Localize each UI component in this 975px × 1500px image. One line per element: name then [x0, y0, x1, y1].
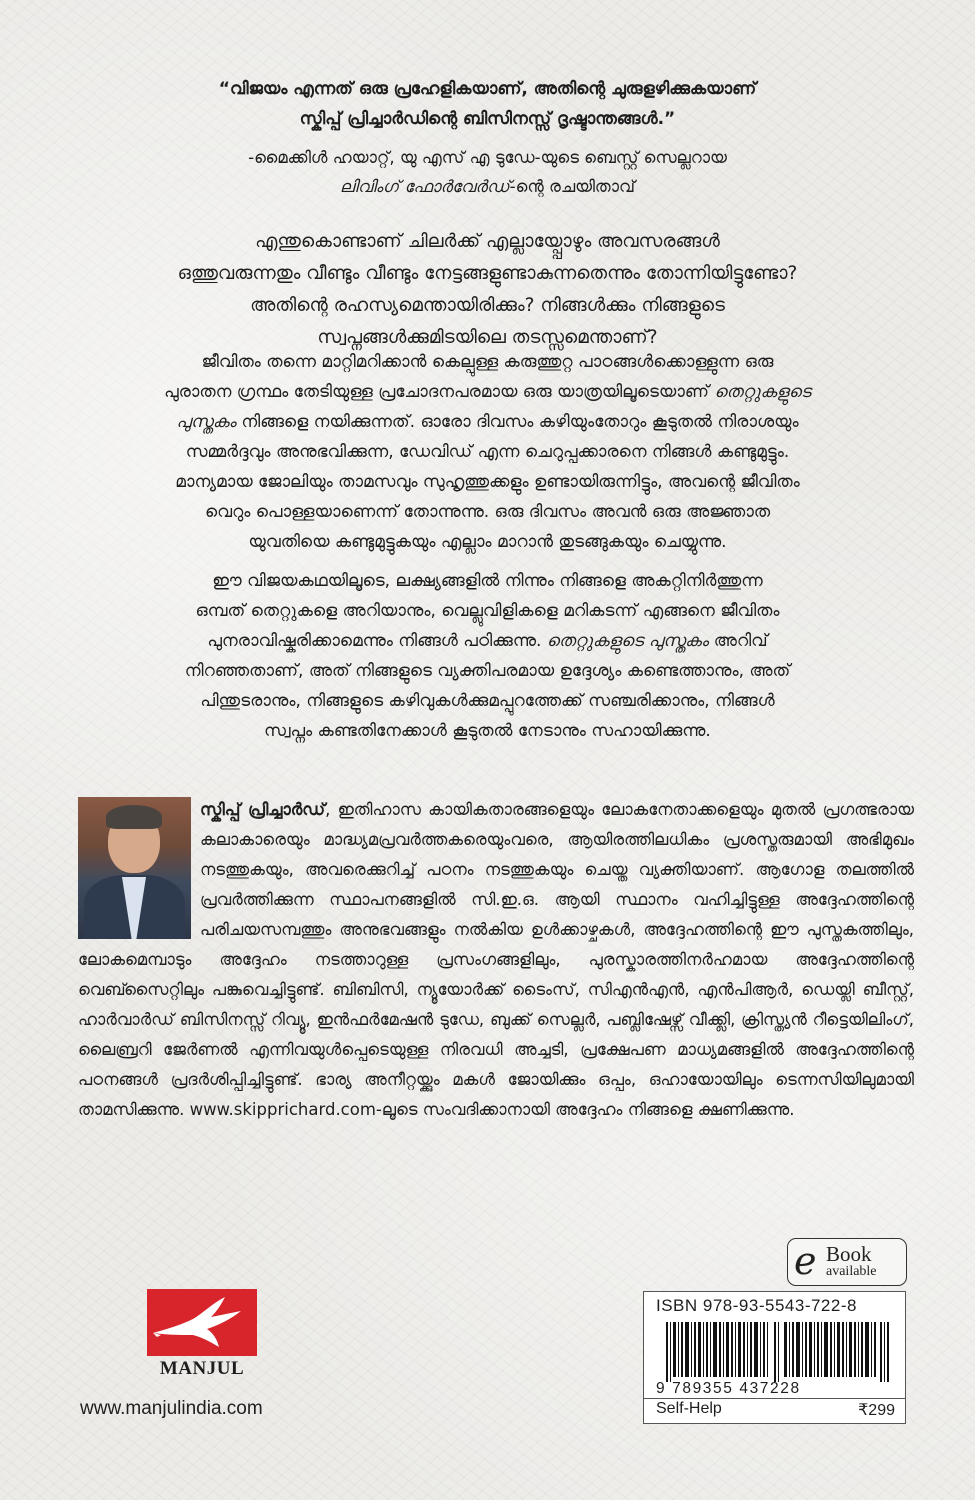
- isbn-box: [643, 1291, 906, 1424]
- barcode-icon: [666, 1322, 890, 1382]
- barcode-digits: 9 789355 437228: [656, 1380, 801, 1397]
- para1-line-5: മാന്യമായ ജോലിയും താമസവും സുഹൃത്തുക്കളും ഉണ്ടായിരുന്നിട്ടും, അവന്റെ ജീവിതം: [175, 472, 800, 492]
- para2-line-1: ഈ വിജയകഥയിലൂടെ, ലക്ഷ്യങ്ങളിൽ നിന്നും നിങ്ങളെ അകറ്റിനിർത്തുന്ന: [212, 571, 763, 591]
- teaser-questions: [60, 226, 915, 354]
- para2-line-3: [60, 626, 915, 656]
- para2-line-2: ഒമ്പത് തെറ്റുകളെ അറിയാനും, വെല്ലുവിളികളെ മറികടന്ന് എങ്ങനെ ജീവിതം: [195, 601, 780, 621]
- quote-line-1: “വിജയം എന്നത് ഒരു പ്രഹേളികയാണ്, അതിന്റെ ചുരുളഴിക്കുകയാണ്: [218, 79, 757, 99]
- quote-attribution: [60, 143, 915, 201]
- publisher-website: www.manjulindia.com: [80, 1398, 263, 1419]
- teaser-line-3: അതിന്റെ രഹസ്യമെന്തായിരിക്കും? നിങ്ങൾക്കും നിങ്ങളുടെ: [250, 295, 725, 316]
- manjul-bird-logo-icon: [147, 1289, 257, 1356]
- ebook-word: Book: [826, 1242, 872, 1266]
- para2-line-4: നിറഞ്ഞതാണ്, അത് നിങ്ങളുടെ വ്യക്തിപരമായ ഉദ്ദേശ്യം കണ്ടെത്താനും, അത്: [184, 661, 791, 681]
- isbn-divider: [644, 1398, 905, 1399]
- author-name: സ്കിപ്പ് പ്രിച്ചാർഡ്: [200, 800, 326, 819]
- para1-line-2-text: പുരാതന ഗ്രന്ഥം തേടിയുള്ള പ്രചോദനപരമായ ഒരു യാത്രയിലൂടെയാണ്: [164, 382, 709, 402]
- ebook-e-icon: e: [794, 1239, 817, 1283]
- para1-line-6: വെറും പൊള്ളയാണെന്ന് തോന്നുന്നു. ഒരു ദിവസം അവൻ ഒരു അജ്ഞാത: [204, 502, 771, 522]
- para1-book-title-a: തെറ്റുകളുടെ: [714, 382, 811, 402]
- attribution-line-2: [60, 172, 915, 201]
- endorsement-quote: [60, 74, 915, 134]
- publisher-logo-text: MANJUL: [159, 1358, 245, 1379]
- para2-line-3-text: പുനരാവിഷ്കരിക്കാമെന്നും നിങ്ങൾ പഠിക്കുന്നു.: [207, 631, 542, 651]
- para1-line-4: സമ്മർദ്ദവും അനുഭവിക്കുന്ന, ഡേവിഡ് എന്ന ചെറുപ്പക്കാരനെ നിങ്ങൾ കണ്ടുമുട്ടും.: [185, 442, 790, 462]
- ebook-badge: [787, 1238, 907, 1286]
- para1-line-1: ജീവിതം തന്നെ മാറ്റിമറിക്കാൻ കെല്പുള്ള കരുത്തുറ്റ പാഠങ്ങൾക്കൊള്ളുന്ന ഒരു: [201, 352, 774, 372]
- attribution-line-1: -മൈക്കിൾ ഹയാറ്റ്, യു എസ് എ ടുഡേ-യുടെ ബെസ്റ്റ് സെല്ലറായ: [248, 148, 727, 167]
- attribution-book-title: ലിവിംഗ് ഫോർവേർഡ്: [340, 177, 510, 196]
- book-price: ₹299: [858, 1402, 895, 1419]
- para2-line-6: സ്വപ്നം കണ്ടതിനേക്കാൾ കൂടുതൽ നേടാനും സഹായിക്കുന്നു.: [264, 721, 711, 741]
- para2-line-5: പിന്തുടരാനും, നിങ്ങളുടെ കഴിവുകൾക്കുമപ്പുറത്തേക്ക് സഞ്ചരിക്കാനും, നിങ്ങൾ: [200, 691, 775, 711]
- para1-line-7: യുവതിയെ കണ്ടുമുട്ടുകയും എല്ലാം മാറാൻ തുടങ്ങുകയും ചെയ്യുന്നു.: [248, 532, 727, 552]
- photo-spacer: [78, 795, 200, 945]
- book-category: Self-Help: [656, 1400, 722, 1417]
- para1-line-3: [60, 407, 915, 437]
- para2-line-3-rest: അറിവ്: [708, 631, 768, 651]
- teaser-line-1: എന്തുകൊണ്ടാണ് ചിലർക്ക് എല്ലായ്പ്പോഴും അവസരങ്ങൾ: [255, 231, 720, 252]
- author-bio-text: , ഇതിഹാസ കായികതാരങ്ങളെയും ലോകനേതാക്കളെയും മുതൽ പ്രഗത്ഭരായ കലാകാരെയും മാദ്ധ്യമപ്രവർത്തകരെയുംവരെ, ആയിരത്തിലധികം പ്രശസ്തരുമായി അഭിമുഖം നടത്തുകയും, അവരെക്കുറിച്ച് പഠനം നടത്തുകയും ചെയ്ത വ്യക്തിയാണ്. ആഗോള തലത്തിൽ പ്രവർത്തിക്കുന്ന സ്ഥാപനങ്ങളിൽ സി.ഇ.ഒ. ആയി സ്ഥാനം വഹിച്ചിട്ടുള്ള അദ്ദേഹത്തിന്റെ പരിചയസമ്പത്തും അനുഭവങ്ങളും നൽകിയ ഉൾക്കാഴ്ചകൾ, അദ്ദേഹത്തിന്റെ ഈ പുസ്തകത്തിലും, ലോകമെമ്പാടും അദ്ദേഹം നടത്താറുള്ള പ്രസംഗങ്ങളിലും, പുരസ്കാരത്തിനർഹമായ അദ്ദേഹത്തിന്റെ വെബ്സൈറ്റിലും പങ്കുവെച്ചിട്ടുണ്ട്. ബിബിസി, ന്യൂയോർക്ക് ടൈംസ്, സിഎൻഎൻ, എൻപിആർ, ഡെയ്ലി ബീസ്റ്റ്, ഹാർവാർഡ് ബിസിനസ്സ് റിവ്യൂ, ഇൻഫർമേഷൻ ടുഡേ, ബുക്ക് സെല്ലർ, പബ്ലിഷേഴ്സ് വീക്ക്ലി, ക്രിസ്ത്യൻ റീട്ടെയിലിംഗ്, ലൈബ്രറി ജേർണൽ എന്നിവയുൾപ്പെടെയുള്ള നിരവധി അച്ചടി, പ്രക്ഷേപണ മാധ്യമങ്ങളിൽ അദ്ദേഹത്തിന്റെ പഠനങ്ങൾ പ്രദർശിപ്പിച്ചിട്ടുണ്ട്. ഭാര്യ അനീറ്റയ്ക്കും മകൾ ജോയിക്കും ഒപ്പം, ഒഹായോയിലും ടെന്നസിയിലുമായി താമസിക്കുന്നു. www.skipprichard.com-ലൂടെ സംവദിക്കാനായി അദ്ദേഹം നിങ്ങളെ ക്ഷണിക്കുന്നു.: [78, 800, 914, 1119]
- isbn-label: ISBN 978-93-5543-722-8: [656, 1296, 857, 1315]
- synopsis-paragraph-2: [60, 566, 915, 746]
- teaser-line-2: ഒത്തുവരുന്നതും വീണ്ടും വീണ്ടും നേട്ടങ്ങളുണ്ടാകുന്നതെന്നും തോന്നിയിട്ടുണ്ടോ?: [177, 263, 798, 284]
- synopsis-paragraph-1: [60, 347, 915, 557]
- author-bio: [78, 795, 914, 1125]
- ebook-available: available: [826, 1264, 877, 1279]
- quote-line-2: സ്കിപ്പ് പ്രിച്ചാർഡിന്റെ ബിസിനസ്സ് ദൃഷ്ടാന്തങ്ങൾ.”: [299, 109, 676, 129]
- para2-book-title: തെറ്റുകളുടെ പുസ്തകം: [546, 631, 709, 651]
- attribution-suffix: -ന്റെ രചയിതാവ്: [509, 177, 635, 196]
- para1-book-title-b: പുസ്തകം: [176, 412, 237, 432]
- teaser-line-4: സ്വപ്നങ്ങൾക്കുമിടയിലെ തടസ്സമെന്താണ്?: [317, 327, 658, 348]
- para1-line-2: [60, 377, 915, 407]
- para1-line-3-rest: നിങ്ങളെ നയിക്കുന്നത്. ഓരോ ദിവസം കഴിയുംതോറും കൂടുതൽ നിരാശയും: [236, 412, 799, 432]
